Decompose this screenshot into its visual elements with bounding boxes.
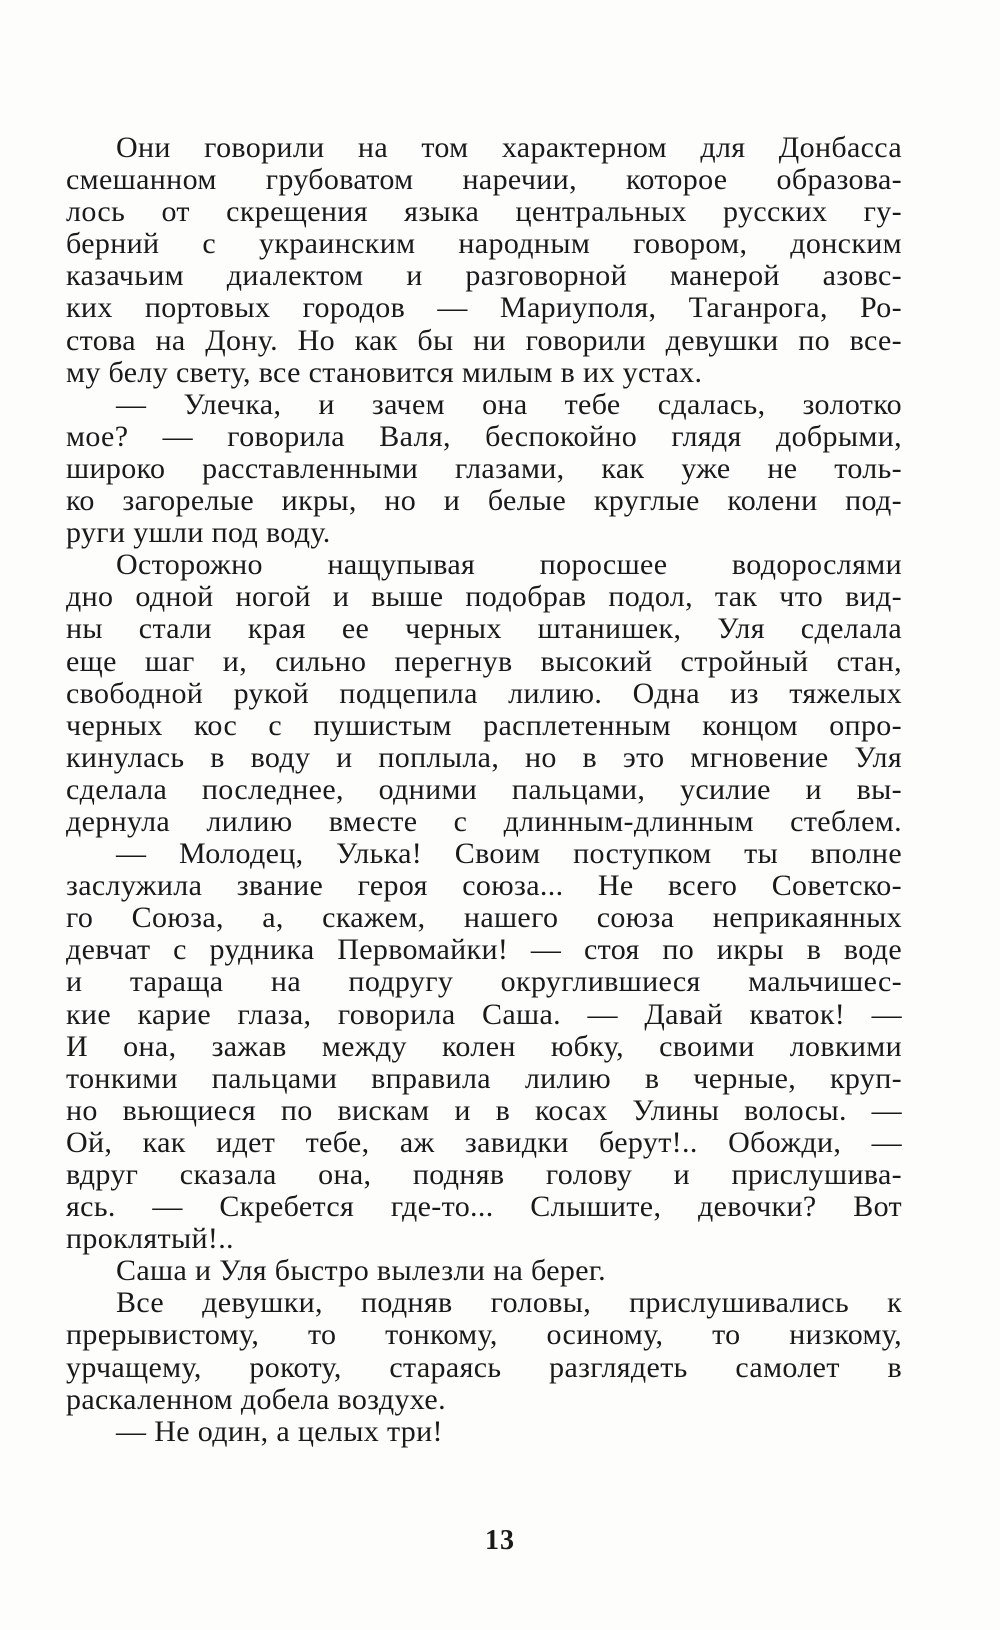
text-line: сделала последнее, одними пальцами, усилие и вы- bbox=[66, 772, 902, 806]
text-line: ких портовых городов — Мариуполя, Таганрога, Ро- bbox=[66, 291, 902, 325]
text-line: кинулась в воду и поплыла, но в это мгновение Уля bbox=[66, 740, 902, 774]
text-line: еще шаг и, сильно перегнув высокий стройный стан, bbox=[66, 644, 902, 678]
text-line: И она, зажав между колен юбку, своими ловкими bbox=[66, 1029, 902, 1063]
text-line: тонкими пальцами вправила лилию в черные, круп- bbox=[66, 1061, 902, 1095]
text-line: Осторожно нащупывая поросшее водорослями bbox=[116, 548, 902, 582]
text-line: берний с украинским народным говором, донским bbox=[66, 227, 902, 261]
text-line: го Союза, а, скажем, нашего союза неприкаянных bbox=[66, 901, 902, 935]
text-line: широко расставленными глазами, как уже не толь- bbox=[66, 451, 902, 485]
text-line: проклятый!.. bbox=[66, 1222, 234, 1256]
text-line: свободной рукой подцепила лилию. Одна из тяжелых bbox=[66, 676, 902, 710]
text-line: и таращa на подругу округлившиеся мальчишес- bbox=[66, 965, 902, 999]
text-line: дно одной ногой и выше подобрав подол, так что вид- bbox=[66, 580, 902, 614]
text-line: стова на Дону. Но как бы ни говорили девушки по все- bbox=[66, 323, 902, 357]
text-line: смешанном грубоватом наречии, которое образова- bbox=[66, 163, 902, 197]
text-line: черных кос с пушистым расплетенным концом опро- bbox=[66, 708, 902, 742]
text-line: — Молодец, Улька! Своим поступком ты вполне bbox=[116, 837, 902, 871]
text-line: вдруг сказала она, подняв голову и прислушива- bbox=[66, 1158, 902, 1191]
text-line: дернула лилию вместе с длинным-длинным стеблем. bbox=[66, 804, 902, 838]
text-line: ны стали края ее черных штанишек, Уля сделала bbox=[66, 612, 902, 646]
text-line: Они говорили на том характерном для Донбасса bbox=[116, 131, 902, 164]
text-line: ко загорелые икры, но и белые круглые колени под- bbox=[66, 484, 902, 518]
text-line: Саша и Уля быстро вылезли на берег. bbox=[116, 1254, 607, 1288]
page-number: 13 bbox=[485, 1525, 515, 1556]
text-line: заслужила звание героя союза... Не всего Советско- bbox=[66, 869, 902, 903]
body-text bbox=[66, 132, 902, 1448]
text-line: казачьим диалектом и разговорной манерой азовс- bbox=[66, 259, 902, 293]
text-line: Все девушки, подняв головы, прислушивались к bbox=[116, 1286, 902, 1320]
text-line: му белу свету, все становится милым в их устах. bbox=[66, 355, 703, 389]
text-line: урчащему, рокоту, стараясь разглядеть самолет в bbox=[66, 1350, 902, 1384]
text-line: раскаленном добела воздухе. bbox=[66, 1382, 446, 1416]
text-line: мое? — говорила Валя, беспокойно глядя добрыми, bbox=[66, 419, 902, 453]
text-line: — Не один, а целых три! bbox=[116, 1414, 443, 1448]
text-line: девчат с рудника Первомайки! — стоя по икры в воде bbox=[66, 933, 902, 967]
text-line: ясь. — Скребется где-то... Слышите, девочки? Вот bbox=[66, 1190, 902, 1224]
text-line: кие карие глаза, говорила Саша. — Давай кваток! — bbox=[66, 997, 902, 1031]
text-line: лось от скрещения языка центральных русских гу- bbox=[66, 195, 902, 229]
text-line: но вьющиеся по вискам и в косах Улины волосы. — bbox=[66, 1093, 902, 1127]
text-line: Ой, как идет тебе, аж завидки берут!.. Обожди, — bbox=[66, 1125, 902, 1159]
text-line: — Улечка, и зачем она тебе сдалась, золотко bbox=[116, 387, 902, 421]
text-line: прерывистому, то тонкому, осиному, то низкому, bbox=[66, 1318, 902, 1352]
text-line: руги ушли под воду. bbox=[66, 516, 331, 550]
